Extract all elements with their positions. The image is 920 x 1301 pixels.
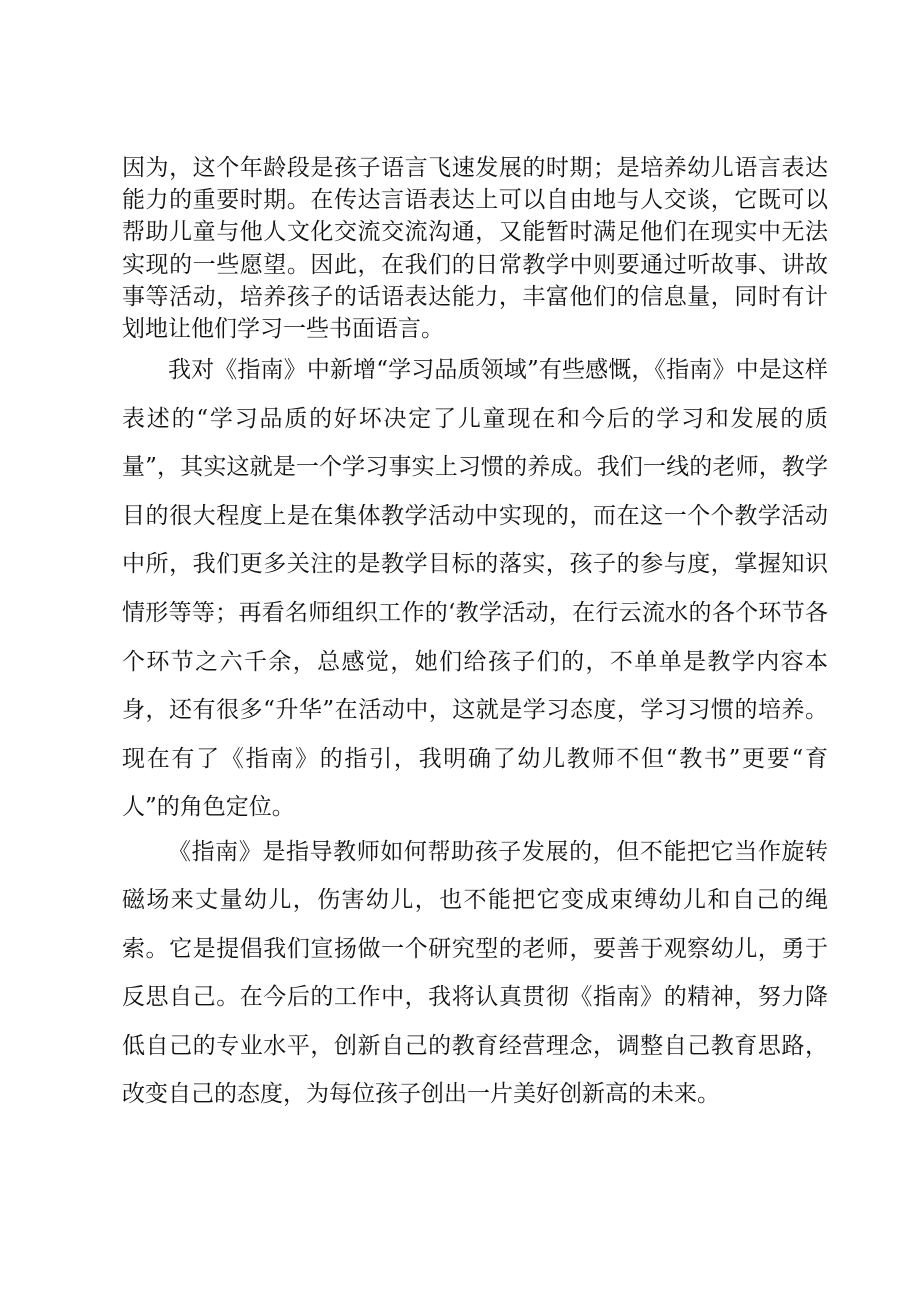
paragraph-language-development: 因为，这个年龄段是孩子语言飞速发展的时期；是培养幼儿语言表达能力的重要时期。在传达言语表达上可以自由地与人交谈，它既可以帮助儿童与他人文化交流交流沟通，又能暂时满足他们在现实中无法实现的一些愿望。因此，在我们的日常教学中则要通过听故事、讲故事等活动，培养孩子的话语表达能力，丰富他们的信息量，同时有计划地让他们学习一些书面语言。 (122, 155, 828, 343)
paragraph-guide-reflection: 《指南》是指导教师如何帮助孩子发展的，但不能把它当作旋转磁场来丈量幼儿，伤害幼儿，也不能把它变成束缚幼儿和自己的绳索。它是提倡我们宣扬做一个研究型的老师，要善于观察幼儿，勇于反思自己。在今后的工作中，我将认真贯彻《指南》的精神，努力降低自己的专业水平，创新自己的教育经营理念，调整自己教育思路，改变自己的态度，为每位孩子创出一片美好创新高的未来。 (122, 839, 828, 1108)
paragraph-learning-quality: 我对《指南》中新增“学习品质领域”有些感慨，《指南》中是这样表述的“学习品质的好坏决定了儿童现在和今后的学习和发展的质量”，其实这就是一个学习事实上习惯的养成。我们一线的老师，教学目的很大程度上是在集体教学活动中实现的，而在这一个个教学活动中所，我们更多关注的是教学目标的落实，孩子的参与度，掌握知识情形等等；再看名师组织工作的‘教学活动，在行云流水的各个环节各个环节之六千余，总感觉，她们给孩子们的，不单单是教学内容本身，还有很多“升华”在活动中，这就是学习态度，学习习惯的培养。现在有了《指南》的指引，我明确了幼儿教师不但“教书”更要“育人”的角色定位。 (122, 357, 828, 821)
